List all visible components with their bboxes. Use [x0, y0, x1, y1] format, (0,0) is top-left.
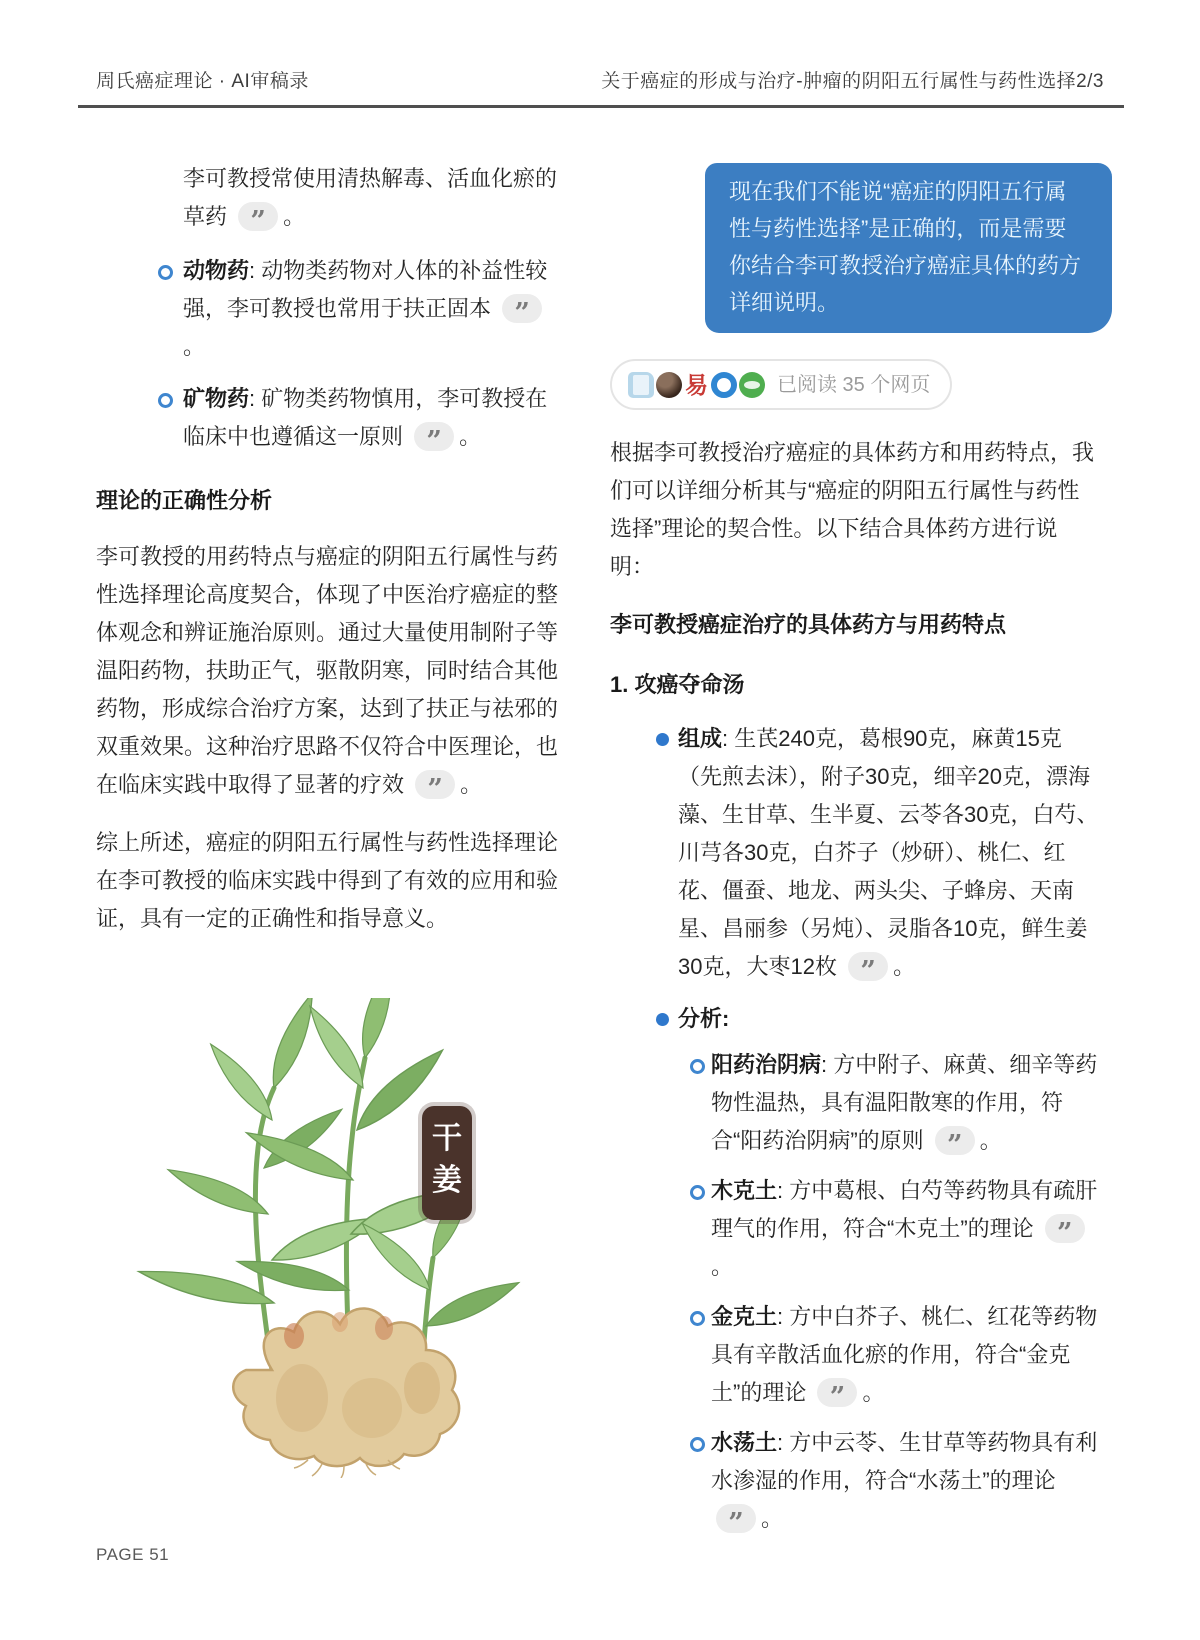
composition-text: : 生芪240克，葛根90克，麻黄15克（先煎去沫），附子30克，细辛20克，漂海藻、生甘草、生半夏、云苓各30克，白芍、川芎各30克，白芥子（炒研）、桃仁、红花、僵蚕、地龙、两头尖、子蜂房、天南星、昌丽参（另炖）、灵脂各10克，鲜生姜30克，大枣12枚 [678, 726, 1099, 979]
tag-char-2: 姜 [432, 1164, 462, 1197]
section-heading-correctness: 理论的正确性分析 [96, 488, 273, 513]
term-mineral-medicine: 矿物药 [183, 386, 250, 411]
page-header [96, 66, 1104, 93]
citation-badge[interactable]: ” [935, 1126, 975, 1155]
citation-badge[interactable]: ” [415, 770, 455, 799]
analysis-item [610, 1000, 1100, 1538]
tag-char-1: 干 [432, 1122, 462, 1155]
header-book-title: 周氏癌症理论 · AI审稿录 [96, 71, 309, 92]
period: 。 [862, 1380, 885, 1405]
citation-badge[interactable]: ” [502, 294, 542, 323]
citation-badge[interactable]: ” [238, 202, 278, 231]
conclusion-paragraph: 综上所述，癌症的阴阳五行属性与药性选择理论在李可教授的临床实践中得到了有效的应用和验证，具有一定的正确性和指导意义。 [96, 830, 559, 931]
analysis-sublist [678, 1046, 1100, 1538]
user-message-bubble: 现在我们不能说“癌症的阴阳五行属性与药性选择”是正确的，而是需要你结合李可教授治疗癌症具体的药方详细说明。 [705, 163, 1112, 333]
period: 。 [459, 424, 482, 449]
period: 。 [893, 954, 916, 979]
sub-item-text: : 方中附子、麻黄、细辛等药物性温热，具有温阳散寒的作用，符合“阳药治阴病”的原则 [711, 1052, 1098, 1153]
header-chapter-title: 关于癌症的形成与治疗-肿瘤的阴阳五行属性与药性选择2/3 [601, 71, 1104, 92]
term-analysis: 分析: [678, 1006, 730, 1031]
analysis-paragraph [96, 538, 568, 804]
continuation-text: 李可教授常使用清热解毒、活血化瘀的草药 [183, 166, 558, 229]
sub-item [678, 1298, 1100, 1412]
list-item-text: : 矿物类药物慎用，李可教授在临床中也遵循这一原则 [183, 386, 548, 449]
sub-item-text: : 方中葛根、白芍等药物具有疏肝理气的作用，符合“木克土”的理论 [711, 1178, 1098, 1241]
list-item [96, 252, 568, 366]
paragraph-text: 李可教授的用药特点与癌症的阴阳五行属性与药性选择理论高度契合，体现了中医治疗癌症的整体观念和辨证施治原则。通过大量使用制附子等温阳药物，扶助正气，驱散阴寒，同时结合其他药物，形成综合治疗方案，达到了扶正与祛邪的双重效果。这种治疗思路不仅符合中医理论，也在临床实践中取得了显著的疗效 [96, 544, 559, 797]
term-animal-medicine: 动物药 [183, 258, 250, 283]
sub-item [678, 1172, 1100, 1286]
citation-badge[interactable]: ” [848, 952, 888, 981]
read-pages-label: 已阅读 35 个网页 [777, 373, 931, 396]
list-item [96, 380, 568, 456]
period: 。 [283, 204, 306, 229]
read-pages-badge[interactable] [610, 359, 952, 410]
sub-item-text: : 方中白芥子、桃仁、红花等药物具有辛散活血化瘀的作用，符合“金克土”的理论 [711, 1304, 1098, 1405]
citation-badge[interactable]: ” [414, 422, 454, 451]
sub-item [678, 1046, 1100, 1160]
citation-badge[interactable]: ” [1045, 1214, 1085, 1243]
term-wood-earth: 木克土 [711, 1178, 778, 1203]
list-item-text: : 动物类药物对人体的补益性较强，李可教授也常用于扶正固本 [183, 258, 548, 321]
herb-category-list [96, 252, 568, 456]
ginger-plant-drawing [122, 998, 542, 1478]
ginger-illustration [122, 998, 542, 1478]
subheading-formula-1: 1. 攻癌夺命汤 [610, 672, 745, 697]
sub-item-text: : 方中云苓、生甘草等药物具有利水渗湿的作用，符合“水荡土”的理论 [711, 1430, 1098, 1493]
term-yang-medicine: 阳药治阴病 [711, 1052, 822, 1077]
source-favicon-green-icon [739, 372, 765, 398]
source-favicon-dark-icon [656, 372, 682, 398]
term-composition: 组成 [678, 726, 723, 751]
term-water-earth: 水荡土 [711, 1430, 778, 1455]
ginger-name-tag [418, 1102, 476, 1224]
source-favicon-ring-icon [711, 372, 737, 398]
sub-item [678, 1424, 1100, 1538]
formula-detail-list [610, 720, 1100, 1538]
period: 。 [183, 334, 206, 359]
citation-badge[interactable]: ” [716, 1504, 756, 1533]
list-item-continuation [96, 160, 568, 236]
composition-item [610, 720, 1100, 986]
period: 。 [979, 1128, 1002, 1153]
right-column [610, 163, 1100, 1552]
period: 。 [711, 1254, 734, 1279]
source-favicon-netease-icon: 易 [685, 371, 708, 398]
period: 。 [460, 772, 483, 797]
page-number: PAGE 51 [96, 1545, 170, 1564]
period: 。 [761, 1506, 784, 1531]
header-divider [78, 105, 1124, 108]
intro-paragraph: 根据李可教授治疗癌症的具体药方和用药特点，我们可以详细分析其与“癌症的阴阳五行属性与药性选择”理论的契合性。以下结合具体药方进行说明： [610, 440, 1095, 579]
left-column [96, 150, 568, 1478]
term-metal-earth: 金克土 [711, 1304, 778, 1329]
source-favicon-document-icon [628, 372, 654, 398]
citation-badge[interactable]: ” [817, 1378, 857, 1407]
section-heading-prescriptions: 李可教授癌症治疗的具体药方与用药特点 [610, 612, 1007, 637]
